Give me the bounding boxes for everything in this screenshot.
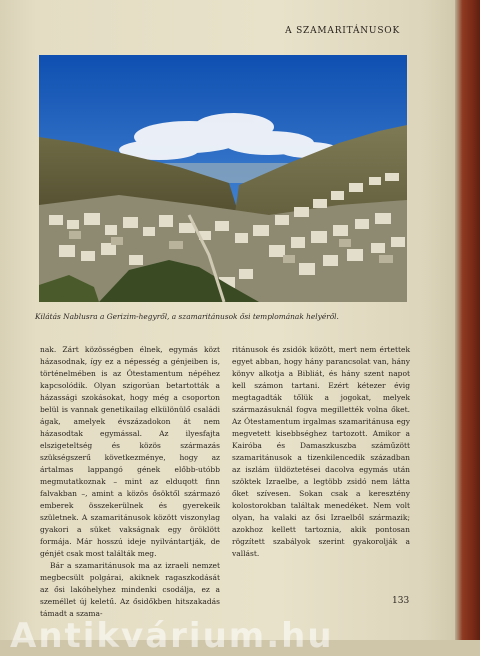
photo-caption: Kilátás Nablusra a Gerizim-hegyről, a szamaritánusok ősi templomának helyéről. xyxy=(35,312,339,321)
book-spine-edge xyxy=(455,0,480,640)
nablus-photo xyxy=(39,55,407,302)
paragraph: nak. Zárt közösségben élnek, egymás közt házasodnak, így ez a népesség a génjeiben is, történelmében is az Ótestamentum népéhez kapcsolódik. Olyan szigorúan betartották a házassági szokásokat, hogy még a csoporton belül is vannak genetikailag elkülönülő családi ágak, amelyek évszázadokon át nem házasodtak egymással. Az ilyesfajta elszigeteltség és közös származás szükségszerű következménye, hogy az ártalmas lappangó gének előbb-utóbb megmutatkoznak – mint az elduqott finn falvakban –, amint a közös ősöktől származó emberek összekerülnek és gyerekeik születnek. A szamaritánusok között viszonylag gyakori a süket vakságnak egy öröklött formája. Már hosszú ideje nyilvántartják, de génjét csak most találták meg. xyxy=(40,345,220,558)
paragraph: Bár a szamaritánusok ma az izraeli nemzet megbecsült polgárai, akiknek ragaszkodását az ősi lakóhelyhez mindenki csodálja, ez a személlet új keletű. Az ősidőkben hitszakadás támadt a szama- xyxy=(40,561,220,618)
paragraph: ritánusok és zsidók között, mert nem értettek egyet abban, hogy hány parancsolat van, hány könyv alkotja a Bibliát, és hány szent napot kell számon tartani. Ezért kétezer évig megtagadták tőlük a jogokat, melyek származásuknál fogva megillették volna őket. Az Ótestamentum irgalmas szamaritánusa egy megvetett kisebbséghez tartozott. Amikor a Kairóba és Damaszkuszba száműzött szamaritánusok a tizenkilencedik században az iszlám üldöztetései dacolva egymás után szöktek Izraelbe, a legtöbb zsidó nem látta őket szívesen. Sokan csak a keresztény kolostorokban találtak menedéket. Nem volt olyan, ha valaki az ősi Izraelből származik; azokhoz kellett tartoznia, akik pontosan rögzített szabályok szerint gyakorolják a vallást. xyxy=(232,345,410,558)
text-column-left xyxy=(40,344,220,620)
text-column-right xyxy=(232,344,410,560)
page-number: 133 xyxy=(392,596,410,606)
running-header: A SZAMARITÁNUSOK xyxy=(285,26,400,36)
watermark-text: Antikvárium.hu xyxy=(10,616,334,656)
city-landscape-image xyxy=(39,55,407,302)
